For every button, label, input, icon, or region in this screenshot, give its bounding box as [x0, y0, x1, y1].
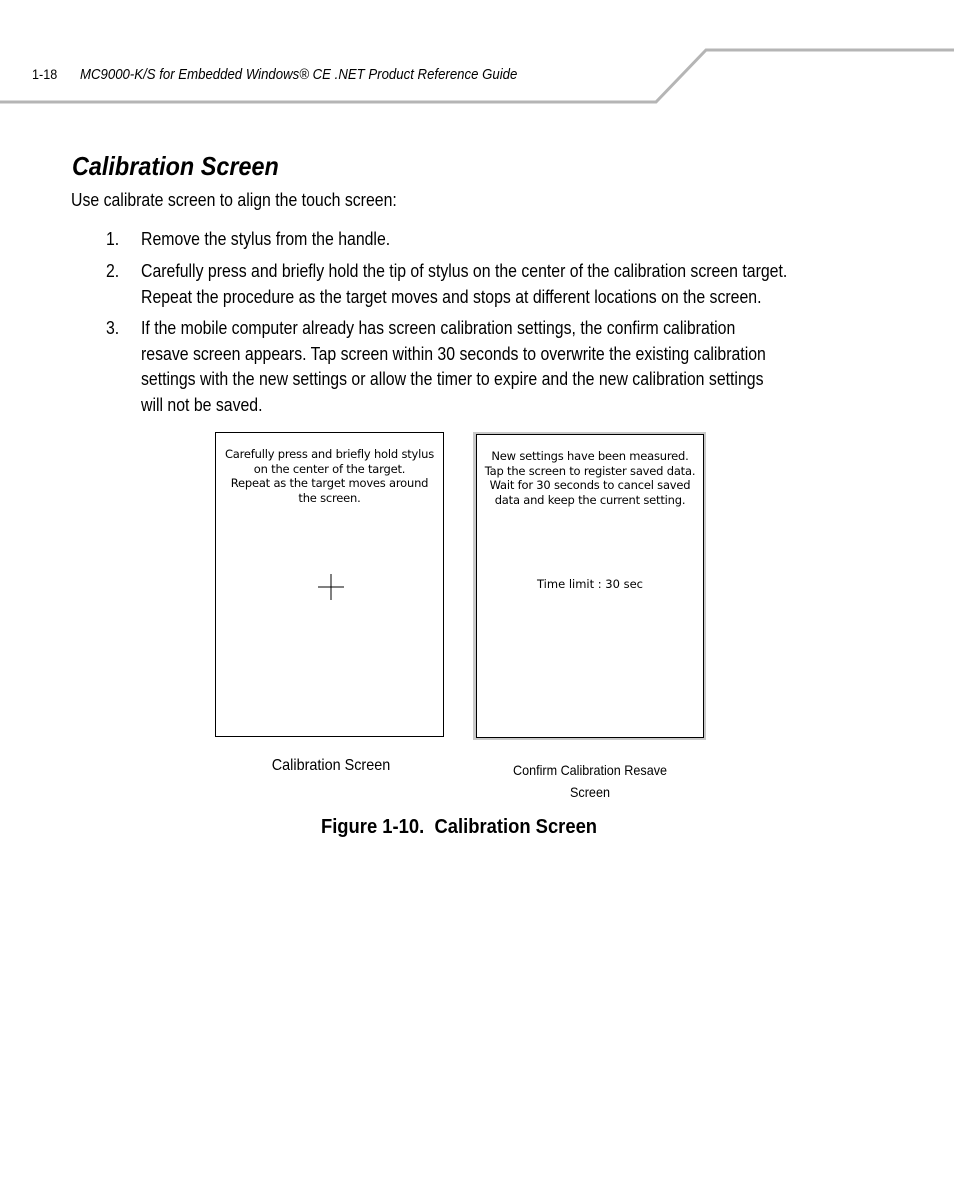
message-line: on the center of the target.: [253, 461, 406, 476]
step-line: resave screen appears. Tap screen within 30 seconds to overwrite the existing calibration: [141, 343, 766, 364]
calibration-message: [216, 447, 443, 505]
message-line: Wait for 30 seconds to cancel saved: [489, 478, 691, 492]
message-line: the screen.: [298, 490, 361, 505]
step-line: Repeat the procedure as the target moves and stops at different locations on the screen.: [141, 286, 762, 307]
step-number: 2.: [106, 261, 120, 281]
message-line: data and keep the current setting.: [494, 492, 686, 507]
step-line: Carefully press and briefly hold the tip of stylus on the center of the calibration screen target.: [141, 261, 788, 281]
resave-message: [477, 449, 703, 507]
crosshair-target-icon: [318, 574, 344, 600]
message-line: New settings have been measured.: [491, 449, 689, 463]
intro-paragraph: Use calibrate screen to align the touch screen:: [71, 190, 397, 210]
step-line: If the mobile computer already has screen calibration settings, the confirm calibration: [141, 318, 736, 338]
step-text: [141, 227, 390, 253]
step-text: [141, 259, 787, 310]
message-line: Tap the screen to register saved data.: [484, 463, 696, 478]
step-line: will not be saved.: [141, 394, 263, 415]
page-number: 1-18: [32, 66, 58, 82]
calibration-screen-caption: Calibration Screen: [271, 757, 391, 774]
time-limit-label: Time limit : 30 sec: [537, 577, 643, 591]
step-line: Remove the stylus from the handle.: [141, 229, 391, 249]
caption-line: Screen: [570, 784, 610, 800]
running-header-title: MC9000-K/S for Embedded Windows® CE .NET Product Reference Guide: [80, 66, 518, 83]
header-rule: [0, 0, 954, 110]
step-text: [141, 316, 766, 418]
figure-caption: Figure 1-10. Calibration Screen: [320, 816, 598, 838]
message-line: Repeat as the target moves around: [230, 476, 429, 490]
step-number: 3.: [106, 318, 120, 338]
resave-screen-image: [476, 434, 704, 738]
resave-screen-caption: [482, 759, 698, 803]
calibration-screen-image: [215, 432, 444, 737]
message-line: Carefully press and briefly hold stylus: [224, 447, 435, 461]
caption-line: Confirm Calibration Resave: [512, 762, 668, 778]
step-number: 1.: [106, 229, 120, 249]
section-title: Calibration Screen: [72, 151, 279, 181]
step-line: settings with the new settings or allow the timer to expire and the new calibration settings: [141, 369, 764, 389]
